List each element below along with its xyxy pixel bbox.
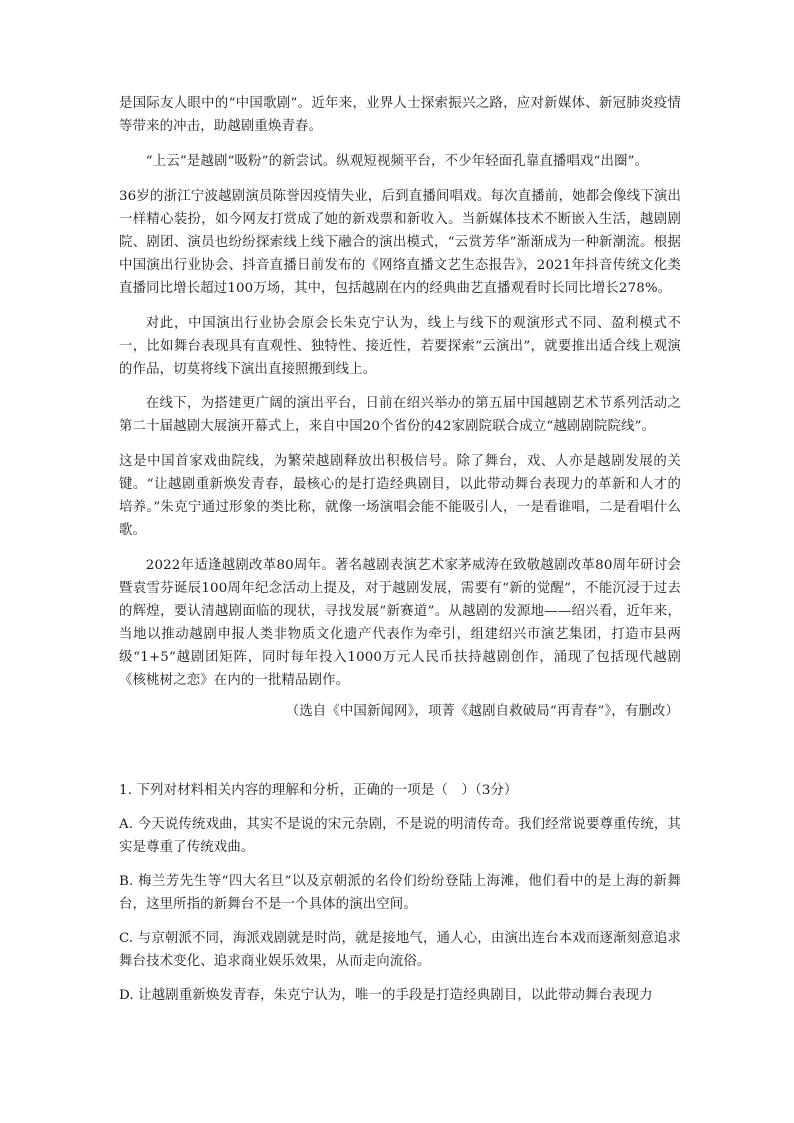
source-citation: （选自《中国新闻网》，项菁《越剧自救破局“再青春”》，有删改） xyxy=(285,704,679,719)
document-page xyxy=(119,92,681,1007)
option-c: C. 与京朝派不同，海派戏剧就是时尚，就是接地气，通人心，由演出连台本戏而逐渐刻意追求舞台技术变化、追求商业娱乐效果，从而走向流俗。 xyxy=(119,931,681,969)
question-stem: 1. 下列对材料相关内容的理解和分析，正确的一项是（ ）（3分） xyxy=(119,783,518,798)
paragraph-7: 2022年适逢越剧改革80周年。著名越剧表演艺术家茅威涛在致敬越剧改革80周年研讨会暨袁雪芬诞辰100周年纪念活动上提及，对于越剧发展，需要有“新的觉醒”，不能沉浸于过去的辉煌，要认清越剧面临的现状，寻找发展“新赛道”。从越剧的发源地——绍兴看，近年来，当地以推动越剧申报人类非物质文化遗产代表作为牵引，组建绍兴市演艺集团，打造市县两级“1+5”越剧团矩阵，同时每年投入1000万元人民币扶持越剧创作，涌现了包括现代越剧《核桃树之恋》在内的一批精品剧作。 xyxy=(119,558,681,688)
option-d: D. 让越剧重新焕发青春，朱克宁认为，唯一的手段是打造经典剧目，以此带动舞台表现力 xyxy=(119,988,653,1003)
paragraph-3: 36岁的浙江宁波越剧演员陈誉因疫情失业，后到直播间唱戏。每次直播前，她都会像线下演出一样精心装扮，如今网友打赏成了她的新戏票和新收入。当新媒体技术不断嵌入生活，越剧剧院、剧团、演员也纷纷探索线上线下融合的演出模式，“云赏芳华”渐渐成为一种新潮流。根据中国演出行业协会、抖音直播日前发布的《网络直播文艺生态报告》，2021年抖音传统文化类直播同比增长超过100万场，其中，包括越剧在内的经典曲艺直播观看时长同比增长278%。 xyxy=(119,189,681,296)
paragraph-4: 对此，中国演出行业协会原会长朱克宁认为，线上与线下的观演形式不同、盈利模式不一，比如舞台表现具有直观性、独特性、接近性，若要探索“云演出”，就要推出适合线上观演的作品，切莫将线下演出直接照搬到线上。 xyxy=(119,316,681,377)
option-b: B. 梅兰芳先生等“四大名旦”以及京朝派的名伶们纷纷登陆上海滩，他们看中的是上海的新舞台，这里所指的新舞台不是一个具体的演出空间。 xyxy=(119,874,681,912)
paragraph-2: “上云”是越剧“吸粉”的新尝试。纵观短视频平台，不少年轻面孔靠直播唱戏“出圈”。 xyxy=(145,154,649,169)
paragraph-1: 是国际友人眼中的“中国歌剧”。近年来，业界人士探索振兴之路，应对新媒体、新冠肺炎疫情等带来的冲击，助越剧重焕青春。 xyxy=(119,96,681,134)
paragraph-5: 在线下，为搭建更广阔的演出平台，日前在绍兴举办的第五届中国越剧艺术节系列活动之第二十届越剧大展演开幕式上，来自中国20个省份的42家剧院联合成立“越剧剧院院线”。 xyxy=(119,396,681,434)
option-a: A. 今天说传统戏曲，其实不是说的宋元杂剧，不是说的明清传奇。我们经常说要尊重传统，其实是尊重了传统戏曲。 xyxy=(119,817,681,855)
paragraph-6: 这是中国首家戏曲院线，为繁荣越剧释放出积极信号。除了舞台，戏、人亦是越剧发展的关键。“让越剧重新焕发青春，最核心的是打造经典剧目，以此带动舞台表现力的革新和人才的培养。”朱克宁通过形象的类比称，就像一场演唱会能不能吸引人，一是看谁唱，二是看唱什么歌。 xyxy=(119,454,681,538)
